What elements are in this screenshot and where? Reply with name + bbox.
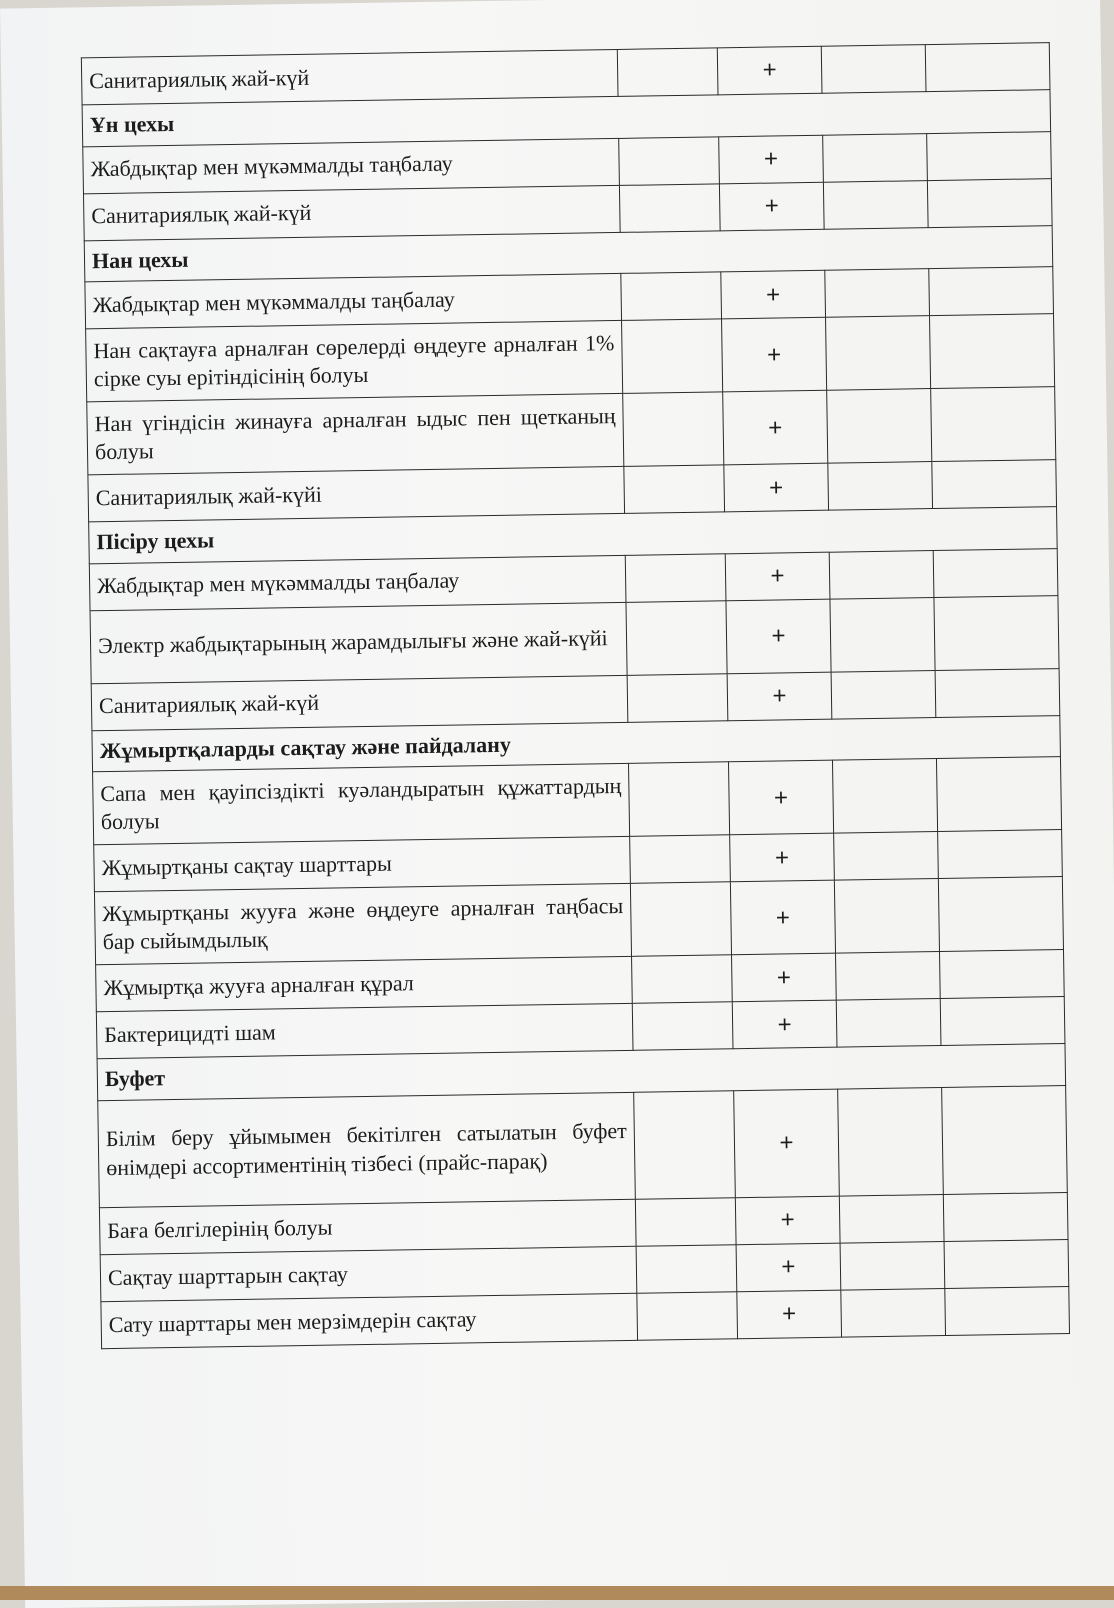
- requirement-label: Сапа мен қауіпсіздікті куәландыратын құжаттардың болуы: [93, 764, 630, 845]
- section-title: Пісіру цехы: [89, 507, 1058, 564]
- requirement-label: Санитариялық жай-күй: [91, 675, 628, 730]
- requirement-label: Жұмыртқа жууға арналған құрал: [96, 957, 633, 1012]
- plus-mark-cell: +: [730, 881, 835, 956]
- empty-cell: [925, 43, 1050, 92]
- section-title: Буфет: [97, 1044, 1066, 1101]
- plus-mark-cell: +: [723, 390, 828, 465]
- empty-cell: [940, 997, 1065, 1046]
- empty-cell: [945, 1286, 1070, 1335]
- empty-cell: [637, 1292, 738, 1341]
- plus-mark-cell: +: [734, 1089, 840, 1198]
- empty-cell: [636, 1245, 737, 1294]
- empty-cell: [821, 45, 926, 94]
- requirement-label: Жабдықтар мен мүкәммалды таңбалау: [85, 274, 622, 329]
- empty-cell: [930, 314, 1055, 389]
- empty-cell: [622, 319, 723, 394]
- plus-mark-cell: +: [727, 672, 832, 721]
- empty-cell: [831, 670, 936, 719]
- empty-cell: [834, 832, 939, 881]
- empty-cell: [943, 1192, 1068, 1241]
- plus-mark-cell: +: [732, 1001, 837, 1050]
- empty-cell: [625, 554, 726, 603]
- empty-cell: [823, 180, 928, 229]
- requirement-label: Жұмыртқаны сақтау шарттары: [94, 837, 631, 892]
- requirement-label: Санитариялық жай-күй: [81, 49, 618, 104]
- empty-cell: [929, 267, 1054, 316]
- empty-cell: [934, 595, 1059, 670]
- requirement-label: Бактерицидті шам: [96, 1004, 633, 1059]
- requirement-label: Білім беру ұйымымен бекітілген сатылатын буфет өнімдері ассортиментінің тізбесі (прайс-парақ): [98, 1092, 636, 1207]
- empty-cell: [828, 462, 933, 511]
- empty-cell: [621, 272, 722, 321]
- empty-cell: [938, 877, 1063, 952]
- empty-cell: [634, 1091, 736, 1200]
- empty-cell: [927, 178, 1052, 227]
- empty-cell: [932, 460, 1057, 509]
- empty-cell: [624, 465, 725, 514]
- requirement-label: Нан үгіндісін жинауға арналған ыдыс пен щетканың болуы: [87, 394, 624, 475]
- checklist-row: [98, 1086, 1068, 1208]
- empty-cell: [632, 1002, 733, 1051]
- plus-mark-cell: +: [722, 317, 827, 392]
- empty-cell: [839, 1194, 944, 1243]
- empty-cell: [927, 131, 1052, 180]
- section-title: Жұмыртқаларды сақтау және пайдалану: [92, 715, 1061, 772]
- section-title: Нан цехы: [84, 225, 1053, 282]
- empty-cell: [834, 879, 939, 954]
- empty-cell: [623, 392, 724, 467]
- empty-cell: [829, 550, 934, 599]
- section-title: Ұн цехы: [82, 90, 1051, 147]
- empty-cell: [619, 183, 720, 232]
- empty-cell: [827, 389, 932, 464]
- inspection-checklist-table: [81, 42, 1070, 1349]
- empty-cell: [627, 674, 728, 723]
- empty-cell: [626, 601, 727, 676]
- empty-cell: [935, 668, 1060, 717]
- plus-mark-cell: +: [721, 270, 826, 319]
- empty-cell: [619, 136, 720, 185]
- desk-surface: [0, 1586, 1114, 1600]
- checklist-body: [81, 43, 1069, 1349]
- empty-cell: [635, 1198, 736, 1247]
- plus-mark-cell: +: [728, 761, 833, 836]
- empty-cell: [840, 1241, 945, 1290]
- plus-mark-cell: +: [725, 552, 830, 601]
- plus-mark-cell: +: [736, 1243, 841, 1292]
- empty-cell: [841, 1288, 946, 1337]
- empty-cell: [629, 762, 730, 837]
- plus-mark-cell: +: [732, 954, 837, 1003]
- empty-cell: [832, 759, 937, 834]
- requirement-label: Нан сақтауға арналған сөрелерді өңдеуге арналған 1% сірке суы ерітіндісінің болуы: [86, 321, 623, 402]
- requirement-label: Жабдықтар мен мүкәммалды таңбалау: [89, 555, 626, 610]
- empty-cell: [826, 316, 931, 391]
- plus-mark-cell: +: [724, 463, 829, 512]
- empty-cell: [944, 1239, 1069, 1288]
- empty-cell: [836, 999, 941, 1048]
- empty-cell: [825, 269, 930, 318]
- empty-cell: [942, 1086, 1068, 1195]
- plus-mark-cell: +: [717, 46, 822, 95]
- plus-mark-cell: +: [735, 1196, 840, 1245]
- requirement-label: Санитариялық жай-күй: [83, 185, 620, 240]
- empty-cell: [630, 882, 731, 957]
- empty-cell: [836, 952, 941, 1001]
- empty-cell: [632, 955, 733, 1004]
- empty-cell: [939, 950, 1064, 999]
- plus-mark-cell: +: [719, 182, 824, 231]
- requirement-label: Баға белгілерінің болуы: [99, 1199, 636, 1254]
- empty-cell: [936, 757, 1061, 832]
- empty-cell: [933, 548, 1058, 597]
- requirement-label: Жабдықтар мен мүкәммалды таңбалау: [83, 138, 620, 193]
- plus-mark-cell: +: [737, 1290, 842, 1339]
- plus-mark-cell: +: [726, 599, 831, 674]
- empty-cell: [931, 387, 1056, 462]
- requirement-label: Сату шарттары мен мерзімдерін сақтау: [101, 1293, 638, 1348]
- plus-mark-cell: +: [719, 135, 824, 184]
- empty-cell: [838, 1087, 944, 1196]
- plus-mark-cell: +: [730, 834, 835, 883]
- requirement-label: Жұмыртқаны жууға және өңдеуге арналған таңбасы бар сыйымдылық: [94, 884, 631, 965]
- requirement-label: Электр жабдықтарының жарамдылығы және жай-күйі: [90, 602, 627, 683]
- empty-cell: [830, 597, 935, 672]
- empty-cell: [938, 830, 1063, 879]
- empty-cell: [823, 133, 928, 182]
- empty-cell: [617, 48, 718, 97]
- empty-cell: [630, 835, 731, 884]
- requirement-label: Сақтау шарттарын сақтау: [100, 1246, 637, 1301]
- requirement-label: Санитариялық жай-күйі: [88, 467, 625, 522]
